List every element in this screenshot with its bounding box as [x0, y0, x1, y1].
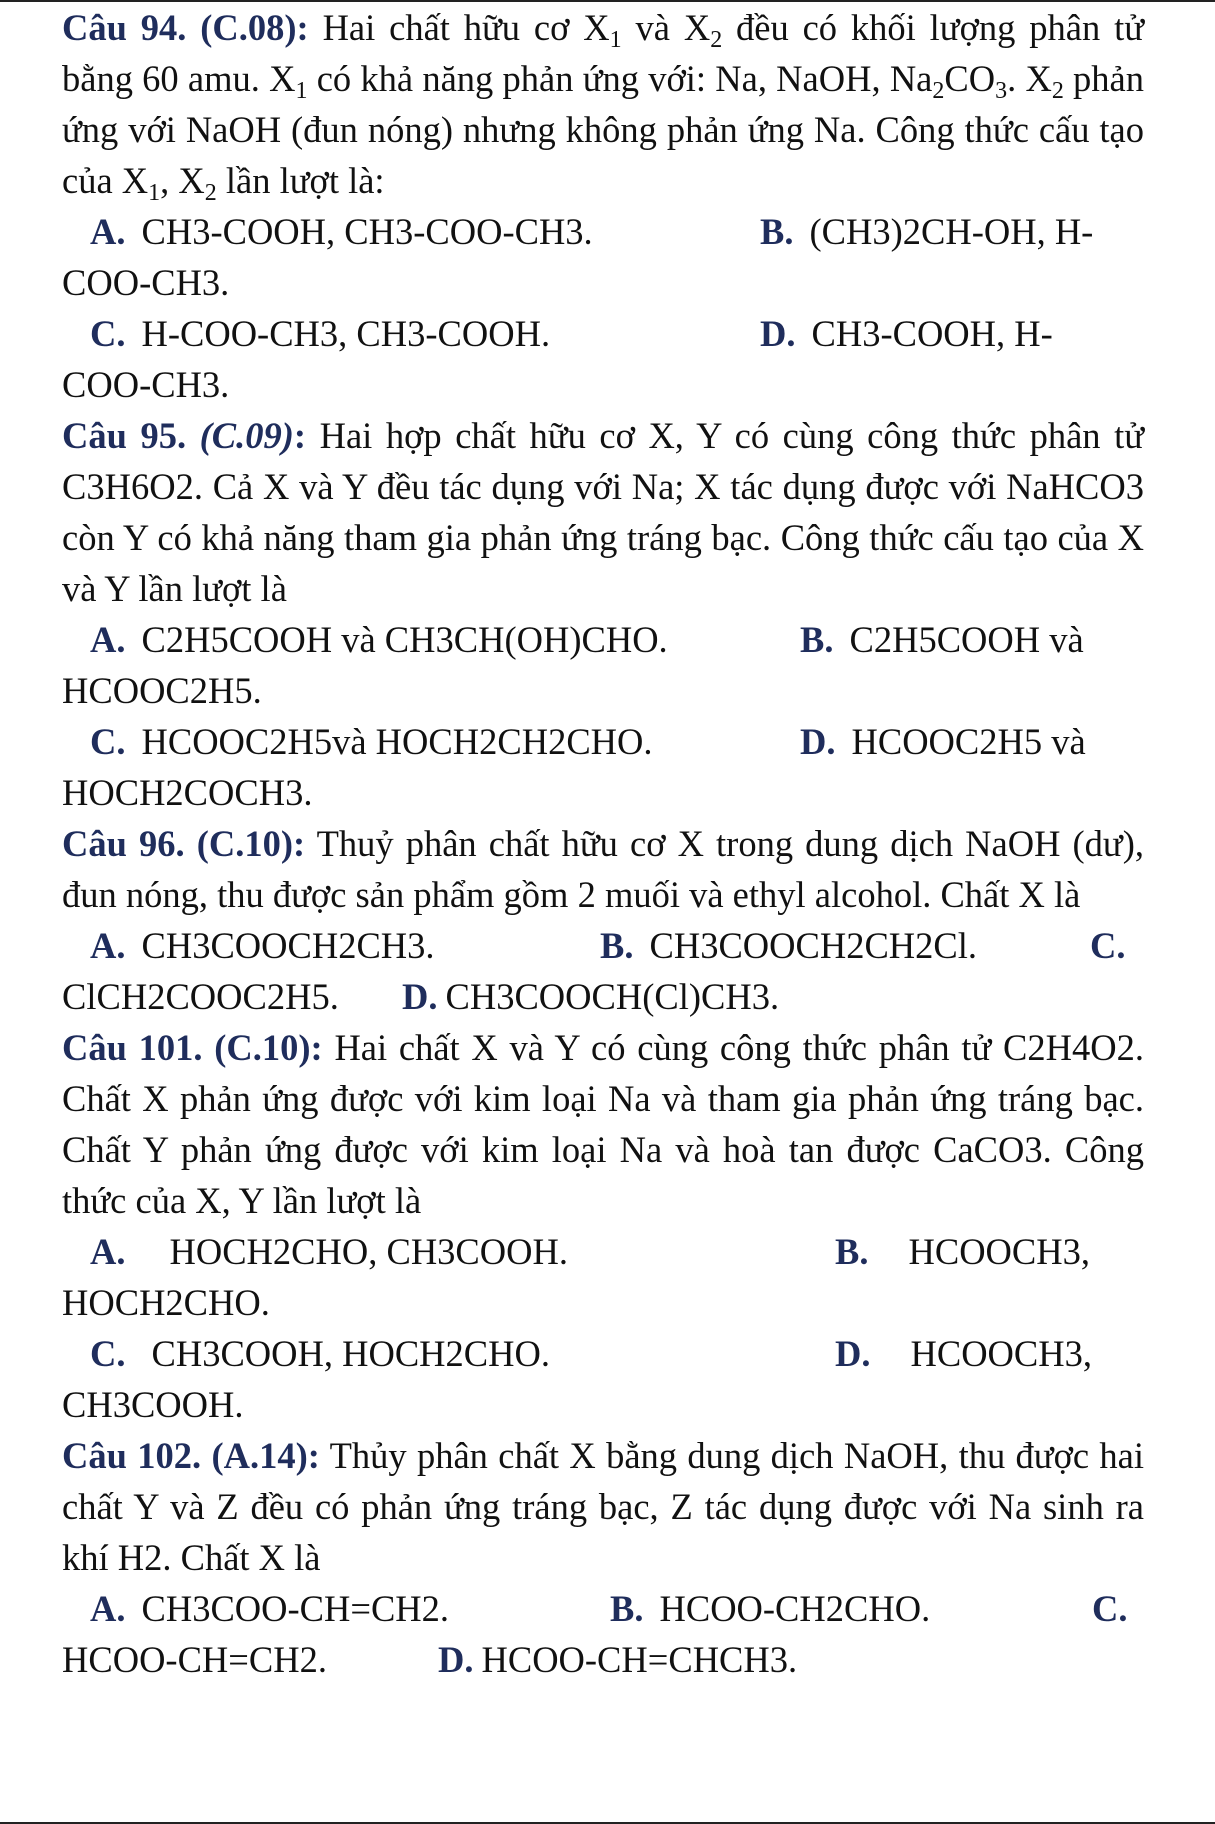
option-label: A.: [90, 1231, 126, 1272]
question-95-head: [62, 415, 306, 456]
option-text: HCOOC2H5 và: [851, 721, 1086, 762]
q95-options-cd: [62, 716, 1144, 767]
q101-stem: Hai chất X và Y có cùng công thức phân tử C2H4O2. Chất X phản ứng được với kim loại Na và tham gia phản ứng tráng bạc. Chất Y phản ứng được với kim loại Na và hoà tan được CaCO3. Công thức của X, Y lần lượt là: [62, 1027, 1144, 1221]
option-label: A.: [90, 619, 126, 660]
question-96-head: [62, 823, 305, 864]
option-label: C.: [90, 1333, 126, 1374]
q102-option-d[interactable]: [438, 1634, 797, 1685]
option-text: C2H5COOH và: [849, 619, 1084, 660]
q102-options-cd: [62, 1634, 1144, 1685]
question-102-head: Câu 102. (A.14):: [62, 1435, 320, 1476]
option-continuation: CH3COOH.: [62, 1384, 244, 1425]
option-text: HCOOC2H5và HOCH2CH2CHO.: [141, 721, 653, 762]
q94-stem-16: lần lượt là:: [216, 160, 385, 201]
question-101: [62, 1022, 1144, 1226]
q95-colon: :: [293, 415, 307, 456]
option-text: CH3COOCH(Cl)CH3.: [445, 976, 780, 1017]
document-page: [62, 0, 1144, 1685]
q94-option-d[interactable]: [760, 308, 1053, 359]
option-text: CH3COO-CH=CH2.: [141, 1588, 450, 1629]
option-label: C.: [90, 313, 126, 354]
q94-sub: 1: [295, 78, 308, 104]
option-label: C.: [1092, 1588, 1128, 1629]
option-label: D.: [760, 313, 796, 354]
option-label: D.: [438, 1639, 474, 1680]
option-label: B.: [610, 1588, 644, 1629]
option-label: A.: [90, 1588, 126, 1629]
option-text: HCOO-CH2CHO.: [659, 1588, 931, 1629]
q102-options-abc: [62, 1583, 1144, 1634]
option-continuation: COO-CH3.: [62, 262, 230, 303]
q94-sub: 1: [609, 27, 622, 53]
q96-head-text: Câu 96. (C.10): [62, 823, 293, 864]
question-94: [62, 2, 1144, 206]
q94-option-b[interactable]: [760, 206, 1093, 257]
q102-option-b[interactable]: [610, 1583, 1092, 1634]
option-text: HCOOCH3,: [910, 1333, 1092, 1374]
option-text: HCOOCH3,: [908, 1231, 1090, 1272]
q101-option-c[interactable]: [90, 1328, 835, 1379]
q101-options-cd: [62, 1328, 1144, 1379]
option-label: D.: [800, 721, 836, 762]
q94-option-c[interactable]: [90, 308, 760, 359]
option-text: CH3COOCH2CH3.: [141, 925, 435, 966]
option-text: HCOO-CH=CHCH3.: [481, 1639, 798, 1680]
q95-stem: Hai hợp chất hữu cơ X, Y có cùng công thức phân tử C3H6O2. Cả X và Y đều tác dụng với Na; X tác dụng được với NaHCO3 còn Y có khả năng tham gia phản ứng tráng bạc. Công thức cấu tạo của X và Y lần lượt là: [62, 415, 1144, 609]
q94-sub: 2: [710, 27, 723, 53]
q94-stem-8: CO: [944, 58, 996, 99]
option-label: C.: [90, 721, 126, 762]
option-text: HCOO-CH=CH2.: [62, 1639, 327, 1680]
q94-sub: 1: [148, 180, 161, 206]
q96-options-cd: [62, 971, 1144, 1022]
q96-stem: Thuỷ phân chất hữu cơ X trong dung dịch NaOH (dư), đun nóng, thu được sản phẩm gồm 2 muối và ethyl alcohol. Chất X là: [62, 823, 1144, 915]
q102-option-c-label[interactable]: [1092, 1583, 1143, 1634]
q94-sub: 2: [1051, 78, 1064, 104]
option-label: A.: [90, 925, 126, 966]
q96-option-d[interactable]: [402, 971, 779, 1022]
option-text: H-COO-CH3, CH3-COOH.: [141, 313, 551, 354]
q101-option-a[interactable]: [90, 1226, 835, 1277]
q94-options-ab: [62, 206, 1144, 257]
question-94-head: Câu 94. (C.08):: [62, 7, 309, 48]
option-label: A.: [90, 211, 126, 252]
option-label: C.: [1090, 925, 1126, 966]
q94-stem-10: . X: [1007, 58, 1052, 99]
q94-sub: 3: [995, 78, 1008, 104]
q94-stem-12: phản ứng với NaOH (đun nóng) nhưng không phản ứng Na. Công thức cấu tạo của X: [62, 58, 1145, 201]
question-96: [62, 818, 1144, 920]
option-label: B.: [600, 925, 634, 966]
q96-colon: :: [293, 823, 306, 864]
option-text: CH3-COOH, CH3-COO-CH3.: [141, 211, 593, 252]
q94-options-cd: [62, 308, 1144, 359]
question-101-head: [62, 1027, 323, 1068]
option-label: B.: [835, 1231, 869, 1272]
q94-stem-4: đều có khối lượng phân tử bằng 60 amu. X: [62, 7, 1144, 99]
q94-stem-0: Hai chất hữu cơ X: [308, 7, 610, 48]
option-text: C2H5COOH và CH3CH(OH)CHO.: [141, 619, 668, 660]
q101-option-b[interactable]: [835, 1226, 1090, 1277]
q95-head-text: Câu 95.: [62, 415, 187, 456]
q94-sub: 2: [204, 180, 217, 206]
q94-stem-2: và X: [621, 7, 711, 48]
option-continuation: HOCH2CHO.: [62, 1282, 270, 1323]
q95-option-d[interactable]: [800, 716, 1086, 767]
option-text: CH3COOH, HOCH2CHO.: [151, 1333, 550, 1374]
option-continuation: HOCH2COCH3.: [62, 772, 313, 813]
q101-options-ab: [62, 1226, 1144, 1277]
q101-option-d[interactable]: [835, 1328, 1092, 1379]
option-text: CH3-COOH, H-: [811, 313, 1053, 354]
option-text: ClCH2COOC2H5.: [62, 976, 339, 1017]
q95-option-b[interactable]: [800, 614, 1084, 665]
option-label: D.: [835, 1333, 871, 1374]
q102-option-c[interactable]: [62, 1634, 438, 1685]
option-label: B.: [760, 211, 794, 252]
q95-option-a[interactable]: [90, 614, 800, 665]
q96-option-c[interactable]: [62, 971, 402, 1022]
option-text: CH3COOCH2CH2Cl.: [649, 925, 978, 966]
option-label: D.: [402, 976, 438, 1017]
option-label: B.: [800, 619, 834, 660]
q96-option-b[interactable]: [600, 920, 1090, 971]
q94-option-a[interactable]: [90, 206, 760, 257]
option-continuation: COO-CH3.: [62, 364, 230, 405]
question-95: [62, 410, 1144, 614]
option-text: (CH3)2CH-OH, H-: [809, 211, 1094, 252]
q95-tag: (C.09): [199, 415, 294, 456]
q96-option-c-label[interactable]: [1090, 920, 1141, 971]
q102-stem: Thủy phân chất X bằng dung dịch NaOH, thu được hai chất Y và Z đều có phản ứng tráng bạc, Z tác dụng được với Na sinh ra khí H2. Chất X là: [62, 1435, 1145, 1578]
q96-options-abc: [62, 920, 1144, 971]
q95-options-ab: [62, 614, 1144, 665]
q94-stem-14: , X: [160, 160, 205, 201]
q94-stem-6: có khả năng phản ứng với: Na, NaOH, Na: [307, 58, 933, 99]
q101-head-text: Câu 101. (C.10): [62, 1027, 311, 1068]
q101-colon: :: [310, 1027, 323, 1068]
q102-option-a[interactable]: [90, 1583, 610, 1634]
option-text: HOCH2CHO, CH3COOH.: [169, 1231, 568, 1272]
question-102: [62, 1430, 1144, 1583]
q94-sub: 2: [932, 78, 945, 104]
q96-option-a[interactable]: [90, 920, 600, 971]
q95-option-c[interactable]: [90, 716, 800, 767]
option-continuation: HCOOC2H5.: [62, 670, 262, 711]
